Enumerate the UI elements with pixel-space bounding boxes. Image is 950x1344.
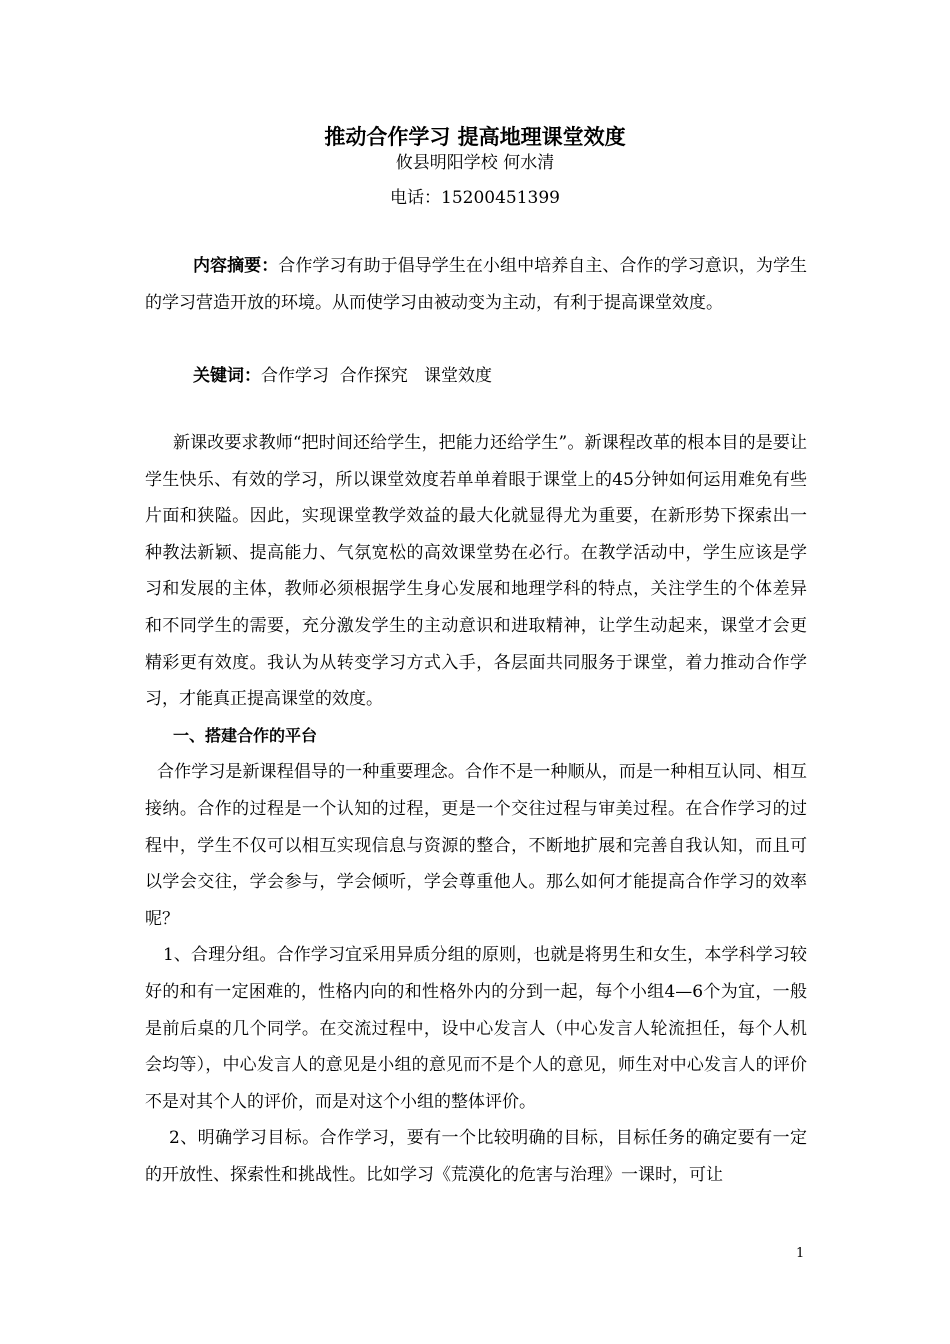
keywords-label: 关键词： [193,366,261,386]
document-title: 推动合作学习 提高地理课堂效度 [324,125,626,149]
section-heading: 一、搭建合作的平台 [173,725,318,745]
abstract-block [145,248,807,321]
phone-line: 电话：15200451399 [390,188,560,208]
page-number: 1 [796,1246,805,1261]
author-line: 攸县明阳学校 何水清 [395,153,555,173]
point-2-paragraph: 2、明确学习目标。合作学习，要有一个比较明确的目标，目标任务的确定要有一定的开放性、探索性和挑战性。比如学习《荒漠化的危害与治理》一课时，可让 [145,1128,807,1185]
keywords-block [145,358,807,395]
keywords-text: 合作学习 合作探究 课堂效度 [261,366,493,386]
abstract-label: 内容摘要： [193,256,279,276]
section-paragraph: 合作学习是新课程倡导的一种重要理念。合作不是一种顺从，而是一种相互认同、相互接纳。合作的过程是一个认知的过程，更是一个交往过程与审美过程。在合作学习的过程中，学生不仅可以相互实现信息与资源的整合，不断地扩展和完善自我认知，而且可以学会交往，学会参与，学会倾听，学会尊重他人。那么如何才能提高合作学习的效率呢？ [145,762,807,929]
abstract-text: 合作学习有助于倡导学生在小组中培养自主、合作的学习意识，为学生的学习营造开放的环境。从而使学习由被动变为主动，有利于提高课堂效度。 [145,256,808,313]
point-1-paragraph: 1、合理分组。合作学习宜采用异质分组的原则，也就是将男生和女生，本学科学习较好的和有一定困难的，性格内向的和性格外内的分到一起，每个小组4—6个为宜，一般是前后桌的几个同学。在交流过程中，设中心发言人（中心发言人轮流担任，每个人机会均等），中心发言人的意见是小组的意见而不是个人的意见，师生对中心发言人的评价不是对其个人的评价，而是对这个小组的整体评价。 [145,945,807,1112]
main-body [145,425,807,1193]
abstract-paragraph [145,248,807,321]
keywords-paragraph [145,358,807,395]
intro-paragraph: 新课改要求教师“把时间还给学生，把能力还给学生”。新课程改革的根本目的是要让学生快乐、有效的学习，所以课堂效度若单单着眼于课堂上的45分钟如何运用难免有些片面和狭隘。因此，实现课堂教学效益的最大化就显得尤为重要，在新形势下探索出一种教法新颖、提高能力、气氛宽松的高效课堂势在必行。在教学活动中，学生应该是学习和发展的主体，教师必须根据学生身心发展和地理学科的特点，关注学生的个体差异和不同学生的需要，充分激发学生的主动意识和进取精神，让学生动起来，课堂才会更精彩更有效度。我认为从转变学习方式入手，各层面共同服务于课堂，着力推动合作学习，才能真正提高课堂的效度。 [145,433,807,710]
